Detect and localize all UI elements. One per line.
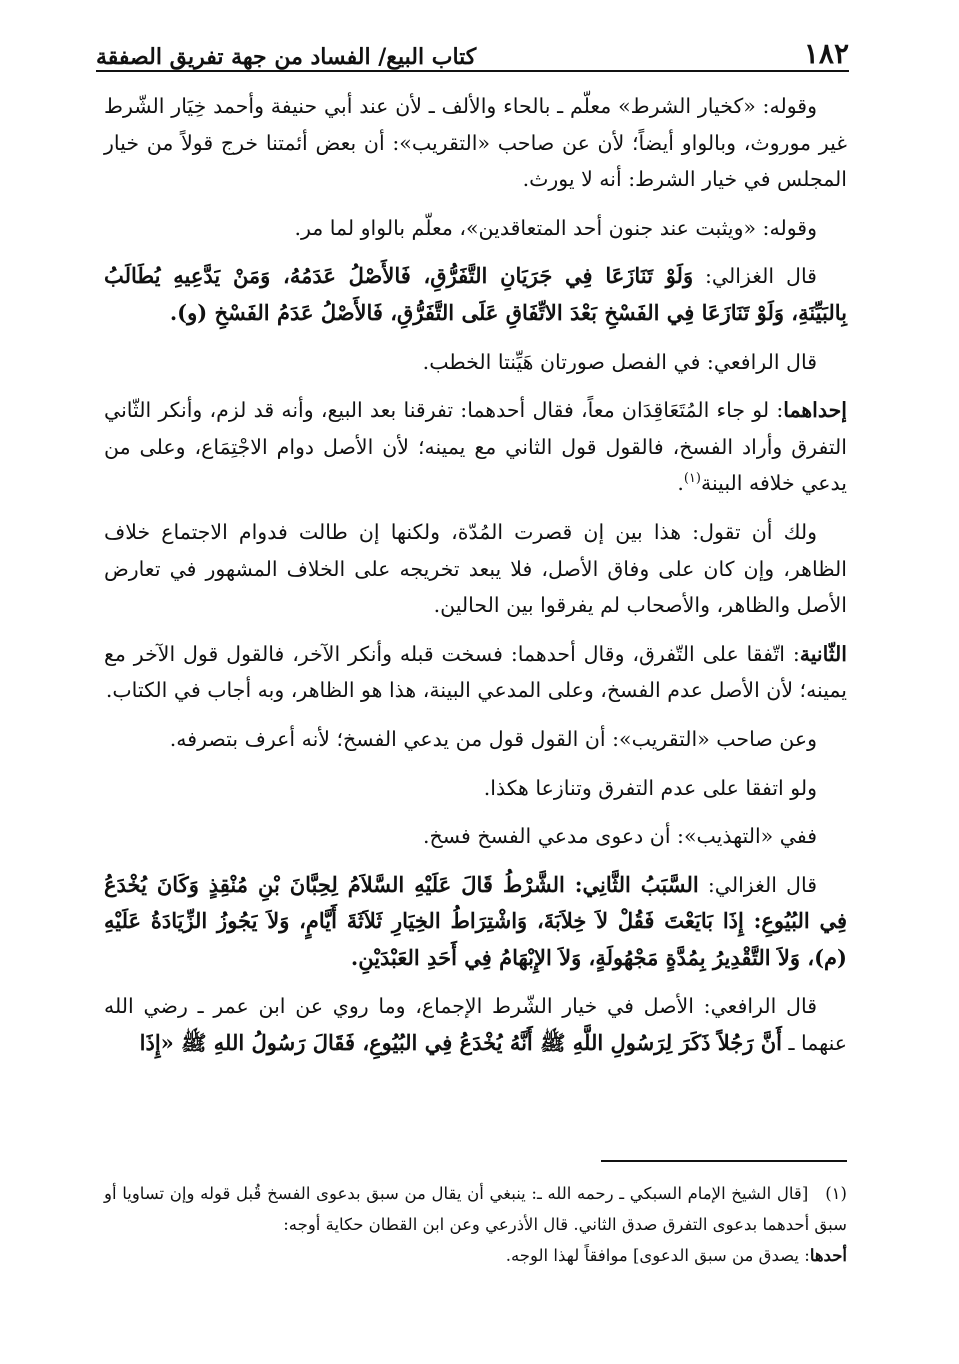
paragraph-end: . [677,471,684,496]
hadith-text: أَنَّ رَجُلاً ذَكَرَ لِرَسُولِ اللَّهِ ﷺ أَنَّهُ يُخْدَعُ فِي البُيُوعِ، فَقَالَ رَسُولُ اللهِ ﷺ «إِذَا [139,1030,782,1056]
footnote-marker: (١) [683,471,701,487]
paragraph: ففي «التهذيب»: أن دعوى مدعي الفسخ فسخ. [423,824,817,849]
quote-text: السَّبَبُ الثَّانِي: الشَّرْطُ قَالَ عَلَيْهِ السَّلاَمُ لِحِبَّانَ بْنِ مُنْقِذٍ وَكَانَ يُخْدَعُ فِي البُيُوعِ: إِذَا بَايَعْتَ فَقُلْ لاَ خِلاَبَةَ، وَاشْتِرَاطُ الخِيَارِ ثَلاَثَةَ أَيَّامٍ، وَلاَ يَجُوزُ الزِّيَادَةُ عَلَيْهِ (م)، وَلاَ التَّقْدِيرُ بِمُدَّةٍ مَجْهُولَةٍ، وَلاَ الإِبْهَامُ فِي أَحَدِ العَبْدَيْنِ. [104,871,847,970]
paragraph: ولك أن تقول: هذا بين إن قصرت المُدّة، ولكنها إن طالت فدوام الاجتماع خلاف الظاهر، وإن كان على وفاق الأصل، فلا يبعد تخريجه على الخلاف المشهور في تعارض الأصل والظاهر، والأصحاب لم يفرقوا بين الحالين. [104,519,847,618]
section-lead: إحداهما [783,398,847,423]
quote-lead: قال الغزالي: [698,872,817,897]
page-number: ١٨٢ [803,37,849,70]
ghazali-quote [104,258,847,331]
paragraph: وقوله: «ويثبت عند جنون أحد المتعاقدين»، معلّم بالواو لما مر. [294,215,817,240]
quote-text: وَلَوْ تَنَازَعَا فِي جَرَيَانِ التَّفَرُّقِ، فَالأَصْلُ عَدَمُهُ، وَمَنْ يَدَّعِيهِ يُطَالَبُ بِالبَيِّنَةِ، وَلَوْ تَنَازَعَا فِي الفَسْخِ بَعْدَ الاتِّفَاقِ عَلَى التَّفَرُّقِ، فَالأَصْلُ عَدَمُ الفَسْخِ (و). [104,263,847,325]
footnote-divider [601,1160,847,1162]
footnote-text: [قال الشيخ الإمام السبكي ـ رحمه الله ـ: ينبغي أن يقال من سبق بدعوى الفسخ قُبل قوله وإن تساويا أو سبق أحدهما بدعوى التفرق صدق الثاني. قال الأذرعي وعن ابن القطان حكاية أوجه: [104,1184,847,1234]
ghazali-quote [104,867,847,977]
paragraph-text: قال الرافعي: الأصل في خيار الشّرط الإجماع، وما روي عن ابن عمر ـ رضي الله عنهما ـ [104,994,847,1056]
footnote-number: (١) [825,1184,847,1203]
chapter-title: كتاب البيع/ الفساد من جهة تفريق الصفقة [96,44,477,70]
section-lead: الثّانية [799,641,847,666]
paragraph-text: : لو جاء المُتَعَاقِدَان معاً، فقال أحدهما: تفرقنا بعد البيع، وأنه قد لزم، وأنكر الثّاني التفرق وأراد الفسخ، فالقول قول الثاني مع يمينه؛ لأن الأصل دوام الاجْتِمَاع، وعلى من يدعي خلافه البينة [104,398,847,496]
main-text [104,88,847,1074]
footnote-line [104,1178,847,1240]
running-header [96,30,849,72]
paragraph: وقوله: «كخيار الشرط» معلّم ـ بالحاء والألف ـ لأن عند أبي حنيفة وأحمد خِيَار الشّرط غير موروث، وبالواو أيضاً؛ لأن عن صاحب «التقريب»: أن بعض أئمتنا خرج قولاً من خيار المجلس في خيار الشرط: أنه لا يورث. [104,94,847,192]
paragraph: وعن صاحب «التقريب»: أن القول قول من يدعي الفسخ؛ لأنه أعرف بتصرفه. [169,726,817,751]
paragraph: قال الرافعي: في الفصل صورتان هَيِّنتا الخطب. [422,349,817,374]
footnote-line [104,1240,847,1271]
paragraph [104,988,847,1061]
footnote [104,1178,847,1271]
footnote-lead: أحدها [809,1246,847,1265]
paragraph: ولو اتفقا على عدم التفرق وتنازعا هكذا. [483,775,817,800]
quote-lead: قال الغزالي: [693,264,817,289]
paragraph-text: : اتّفقا على التّفرق، وقال أحدهما: فسخت قبله وأنكر الآخر، فالقول قول الآخر مع يمينه؛ لأن الأصل عدم الفسخ، وعلى المدعي البينة، هذا هو الظاهر، وبه أجاب في الكتاب. [104,641,847,703]
paragraph [104,636,847,709]
paragraph [104,392,847,502]
footnote-text: : يصدق من سبق الدعوى] موافقاً لهذا الوجه. [505,1246,810,1265]
